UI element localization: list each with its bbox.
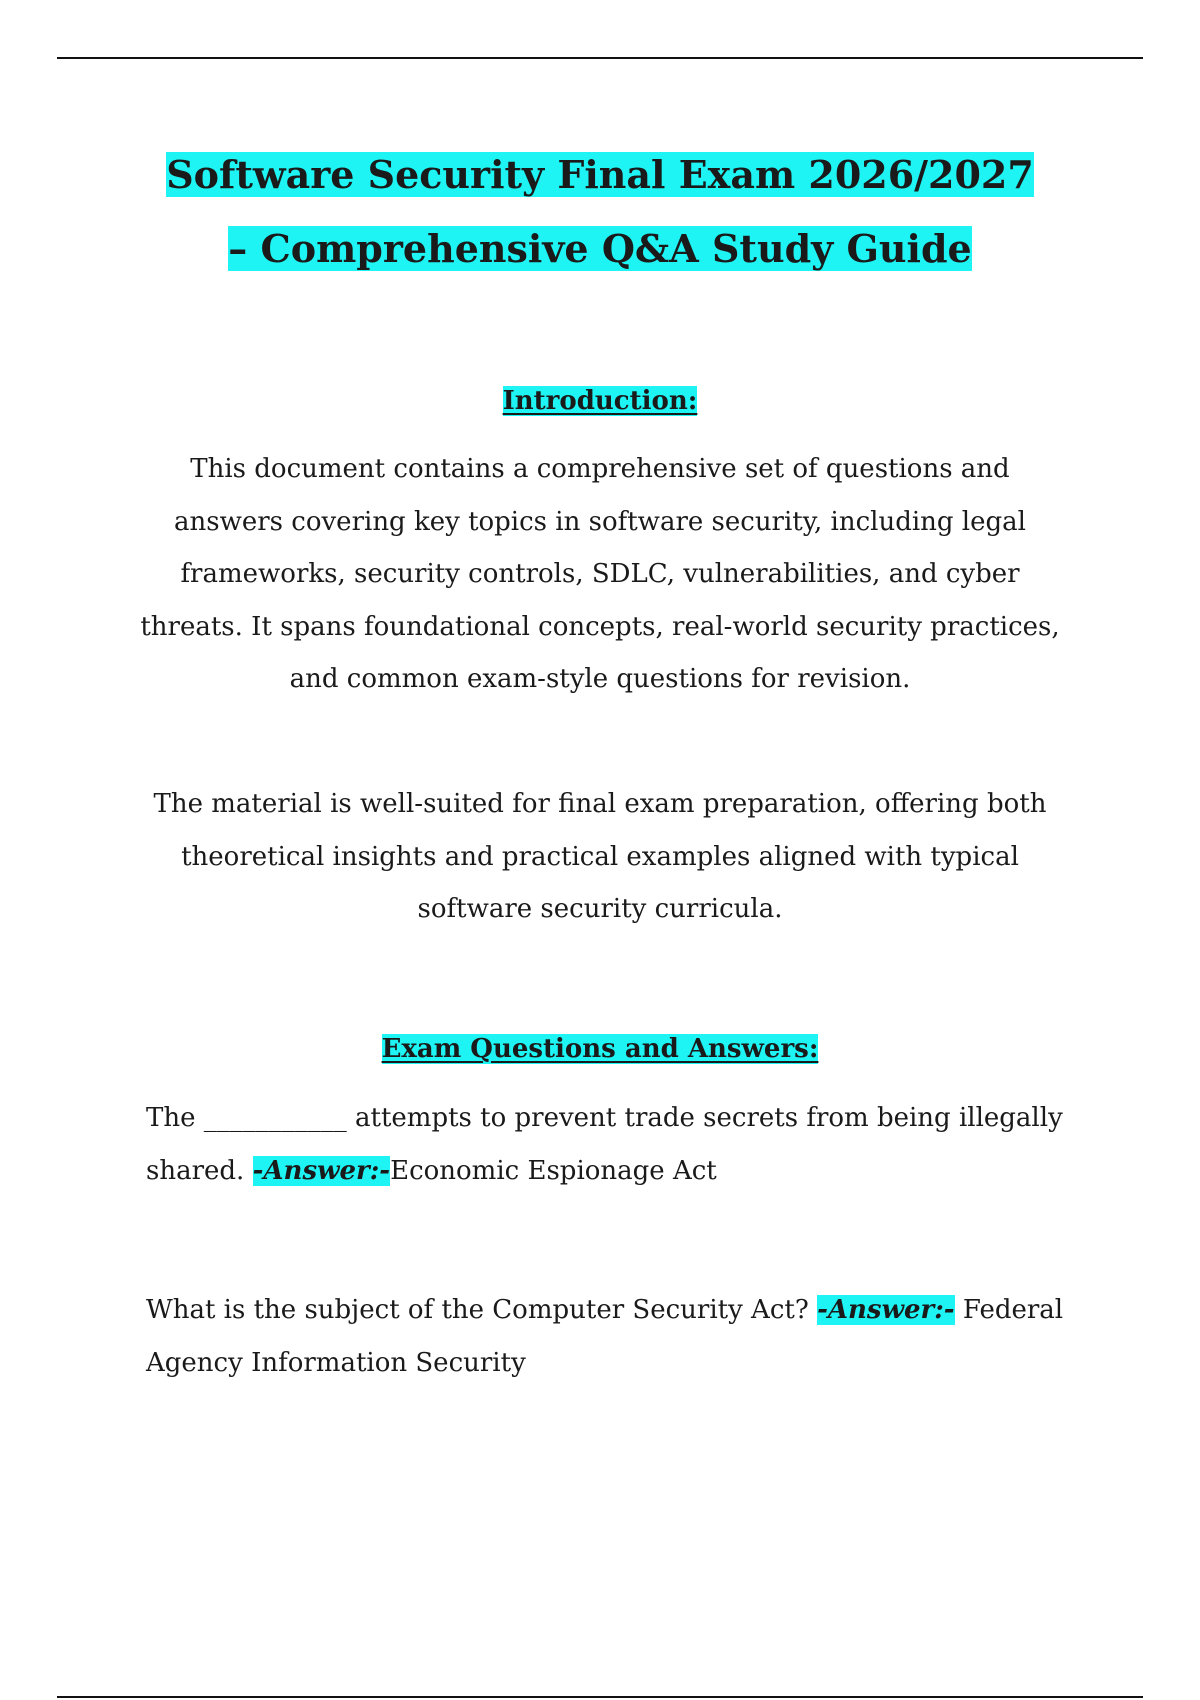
answer-label: -Answer:- (817, 1295, 955, 1325)
introduction-heading-text: Introduction: (502, 386, 698, 416)
title-line-2: – Comprehensive Q&A Study Guide (228, 226, 972, 271)
qa-item (146, 1284, 1066, 1389)
exam-heading-text: Exam Questions and Answers: (381, 1034, 819, 1064)
introduction-paragraph-2: The material is well-suited for final exam preparation, offering both theoretical insights and practical examples aligned with typical software security curricula. (153, 789, 1047, 924)
answer-label: -Answer:- (252, 1155, 391, 1186)
title-line-1: Software Security Final Exam 2026/2027 (166, 152, 1034, 197)
introduction-paragraph-1: This document contains a comprehensive set of questions and answers covering key topics in software security, including legal frameworks, security controls, SDLC, vulnerabilities, and cyber threats. It spans foundational concepts, real-world security practices, and common exam-style questions for revision. (140, 454, 1060, 694)
qa-item (146, 1092, 1066, 1197)
exam-heading (100, 1029, 1100, 1069)
answer-text: Federal Agency Information Security (146, 1295, 1064, 1378)
question-text: The ___________ attempts to prevent trade secrets from being illegally shared. (146, 1103, 1063, 1186)
bottom-rule (57, 1696, 1143, 1698)
introduction-heading (100, 381, 1100, 421)
top-rule (57, 57, 1143, 59)
question-text: What is the subject of the Computer Security Act? (146, 1295, 809, 1325)
answer-text: Economic Espionage Act (390, 1155, 717, 1186)
document-title (100, 138, 1100, 286)
